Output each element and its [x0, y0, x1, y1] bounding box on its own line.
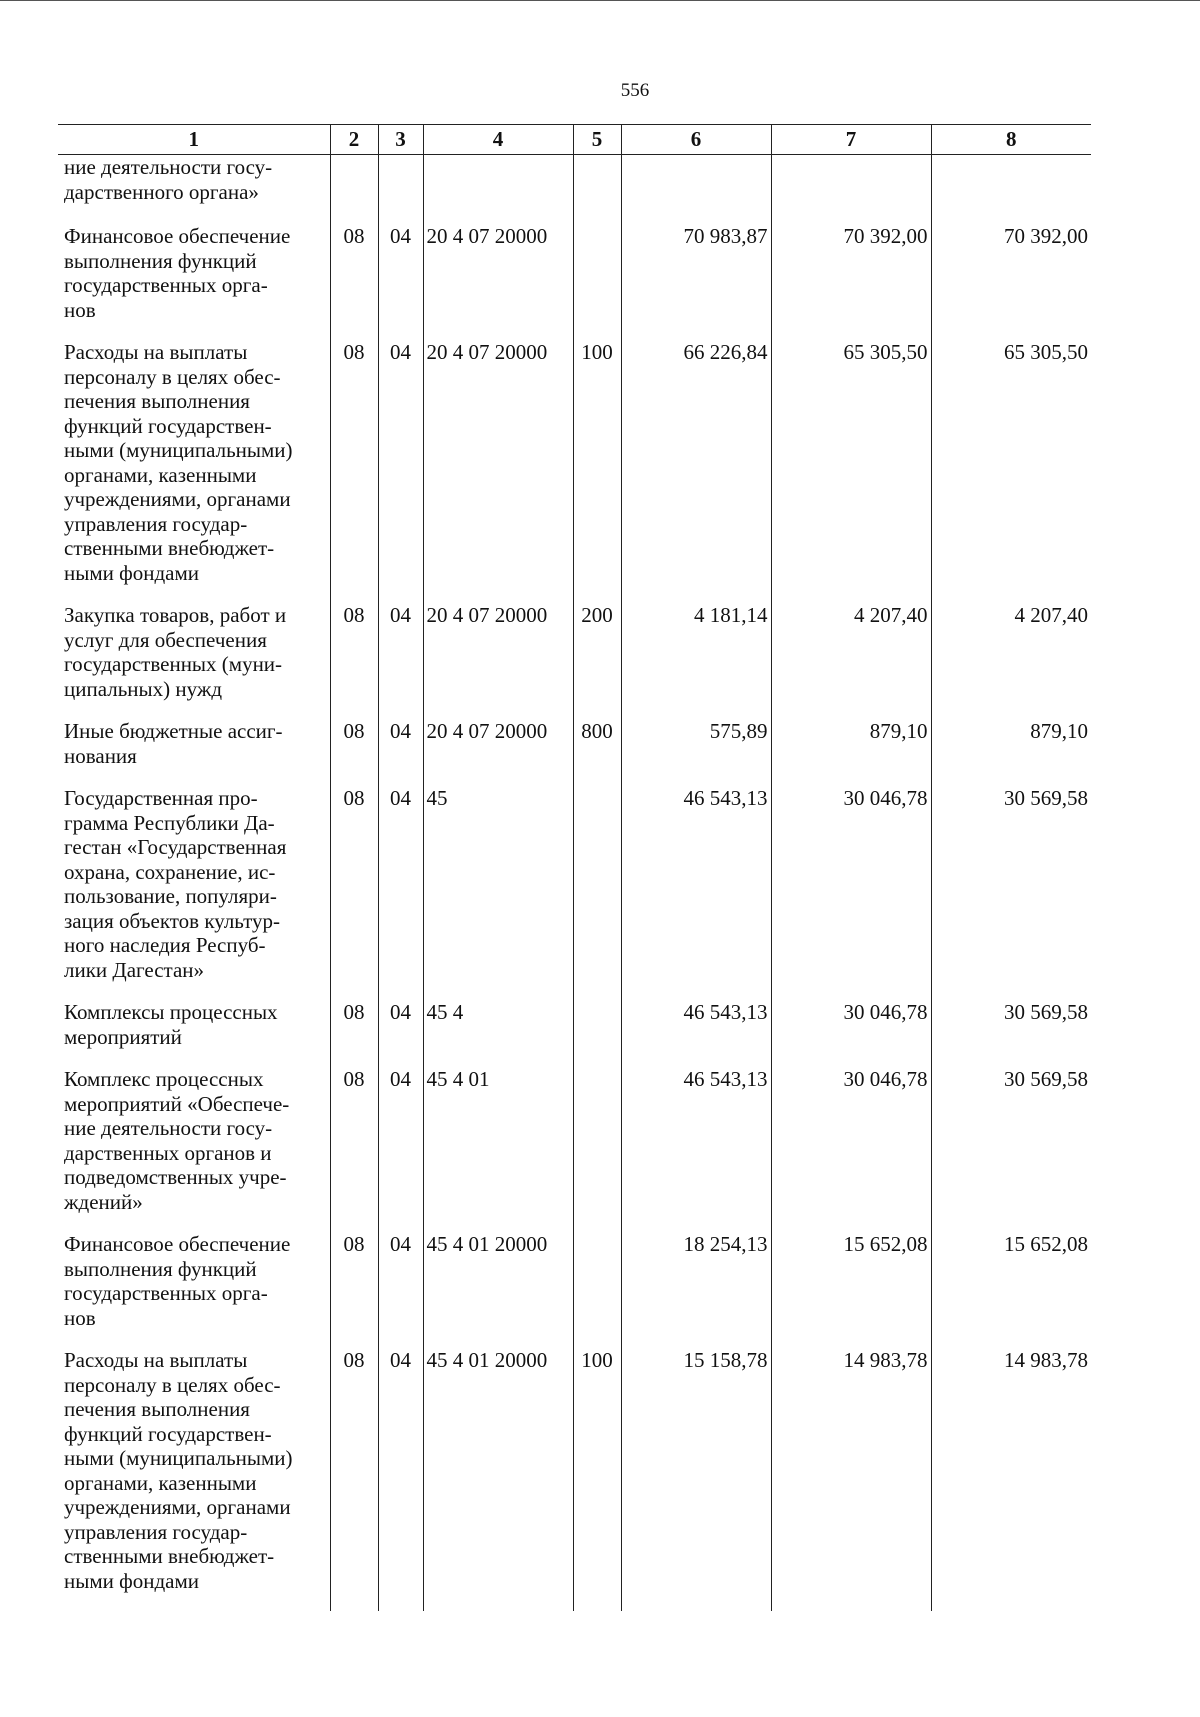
cell-item-name: Закупка товаров, работ и услуг для обеспечения государственных (муни- ципальных) нужд [58, 603, 330, 719]
cell-item-name: ние деятельности госу- дарственного органа» [58, 155, 330, 225]
cell-amount-col7 [771, 155, 931, 225]
cell-amount-col6: 46 543,13 [621, 1067, 771, 1232]
cell-amount-col6: 70 983,87 [621, 224, 771, 340]
table-row [58, 719, 1091, 786]
cell-item-name: Иные бюджетные ассиг- нования [58, 719, 330, 786]
cell-section: 08 [330, 224, 378, 340]
cell-amount-col8: 15 652,08 [931, 1232, 1091, 1348]
cell-expense-type [573, 155, 621, 225]
budget-table-container [58, 124, 1091, 1611]
cell-amount-col7: 30 046,78 [771, 1067, 931, 1232]
cell-amount-col8: 65 305,50 [931, 340, 1091, 603]
header-col-7: 7 [771, 125, 931, 155]
cell-amount-col7: 4 207,40 [771, 603, 931, 719]
table-row [58, 1232, 1091, 1348]
cell-item-name: Расходы на выплаты персоналу в целях обес- печения выполнения функций государствен- ными (муниципальными) органами, казенными учреждениями, органами управления государ- ственными внебюджет- ными фондами [58, 340, 330, 603]
cell-section: 08 [330, 603, 378, 719]
cell-subsection: 04 [378, 224, 423, 340]
cell-amount-col8: 30 569,58 [931, 786, 1091, 1000]
cell-target-article: 20 4 07 20000 [423, 603, 573, 719]
cell-item-name: Комплексы процессных мероприятий [58, 1000, 330, 1067]
cell-target-article: 20 4 07 20000 [423, 719, 573, 786]
cell-section: 08 [330, 1348, 378, 1611]
cell-subsection: 04 [378, 1067, 423, 1232]
cell-target-article: 45 4 01 20000 [423, 1348, 573, 1611]
cell-amount-col6: 15 158,78 [621, 1348, 771, 1611]
cell-section: 08 [330, 1067, 378, 1232]
page-number: 556 [620, 80, 650, 101]
cell-expense-type: 100 [573, 340, 621, 603]
cell-amount-col6: 46 543,13 [621, 786, 771, 1000]
cell-target-article [423, 155, 573, 225]
table-row [58, 1348, 1091, 1611]
cell-target-article: 45 [423, 786, 573, 1000]
cell-amount-col6: 66 226,84 [621, 340, 771, 603]
cell-section: 08 [330, 719, 378, 786]
cell-amount-col6 [621, 155, 771, 225]
table-row [58, 155, 1091, 225]
table-row [58, 603, 1091, 719]
header-col-4: 4 [423, 125, 573, 155]
scan-edge-line [0, 0, 1200, 1]
cell-amount-col6: 575,89 [621, 719, 771, 786]
table-row [58, 1000, 1091, 1067]
cell-item-name: Комплекс процессных мероприятий «Обеспече- ние деятельности госу- дарственных органов и подведомственных учре- ждений» [58, 1067, 330, 1232]
cell-amount-col6: 18 254,13 [621, 1232, 771, 1348]
cell-expense-type: 100 [573, 1348, 621, 1611]
cell-expense-type: 800 [573, 719, 621, 786]
cell-expense-type [573, 224, 621, 340]
cell-amount-col6: 4 181,14 [621, 603, 771, 719]
cell-subsection [378, 155, 423, 225]
cell-expense-type [573, 1067, 621, 1232]
cell-amount-col7: 15 652,08 [771, 1232, 931, 1348]
cell-expense-type [573, 786, 621, 1000]
cell-amount-col8 [931, 155, 1091, 225]
cell-section [330, 155, 378, 225]
cell-amount-col7: 14 983,78 [771, 1348, 931, 1611]
cell-section: 08 [330, 340, 378, 603]
cell-item-name: Финансовое обеспечение выполнения функций государственных орга- нов [58, 224, 330, 340]
cell-amount-col8: 879,10 [931, 719, 1091, 786]
table-header-row [58, 125, 1091, 155]
cell-amount-col8: 70 392,00 [931, 224, 1091, 340]
cell-item-name: Финансовое обеспечение выполнения функций государственных орга- нов [58, 1232, 330, 1348]
cell-subsection: 04 [378, 1232, 423, 1348]
header-col-5: 5 [573, 125, 621, 155]
cell-expense-type: 200 [573, 603, 621, 719]
header-col-1: 1 [58, 125, 330, 155]
cell-amount-col8: 14 983,78 [931, 1348, 1091, 1611]
cell-amount-col7: 30 046,78 [771, 786, 931, 1000]
cell-subsection: 04 [378, 340, 423, 603]
table-row [58, 1067, 1091, 1232]
header-col-6: 6 [621, 125, 771, 155]
cell-subsection: 04 [378, 719, 423, 786]
table-row [58, 224, 1091, 340]
cell-amount-col7: 65 305,50 [771, 340, 931, 603]
header-col-3: 3 [378, 125, 423, 155]
header-col-8: 8 [931, 125, 1091, 155]
table-row [58, 786, 1091, 1000]
budget-table [58, 124, 1091, 1611]
cell-item-name: Государственная про- грамма Республики Да- гестан «Государственная охрана, сохранение, ис- пользование, популяри- зация объектов культур- ного наследия Респуб- лики Дагестан» [58, 786, 330, 1000]
cell-target-article: 20 4 07 20000 [423, 340, 573, 603]
cell-amount-col7: 70 392,00 [771, 224, 931, 340]
cell-amount-col8: 30 569,58 [931, 1067, 1091, 1232]
cell-target-article: 45 4 [423, 1000, 573, 1067]
cell-subsection: 04 [378, 1000, 423, 1067]
cell-target-article: 45 4 01 [423, 1067, 573, 1232]
cell-amount-col6: 46 543,13 [621, 1000, 771, 1067]
cell-expense-type [573, 1000, 621, 1067]
cell-expense-type [573, 1232, 621, 1348]
cell-subsection: 04 [378, 1348, 423, 1611]
cell-amount-col7: 30 046,78 [771, 1000, 931, 1067]
cell-amount-col8: 30 569,58 [931, 1000, 1091, 1067]
cell-section: 08 [330, 1000, 378, 1067]
cell-target-article: 45 4 01 20000 [423, 1232, 573, 1348]
table-body [58, 155, 1091, 1612]
cell-subsection: 04 [378, 786, 423, 1000]
cell-item-name: Расходы на выплаты персоналу в целях обес- печения выполнения функций государствен- ными (муниципальными) органами, казенными учреждениями, органами управления государ- ственными внебюджет- ными фондами [58, 1348, 330, 1611]
cell-amount-col7: 879,10 [771, 719, 931, 786]
cell-section: 08 [330, 786, 378, 1000]
cell-section: 08 [330, 1232, 378, 1348]
header-col-2: 2 [330, 125, 378, 155]
cell-amount-col8: 4 207,40 [931, 603, 1091, 719]
cell-target-article: 20 4 07 20000 [423, 224, 573, 340]
cell-subsection: 04 [378, 603, 423, 719]
table-row [58, 340, 1091, 603]
